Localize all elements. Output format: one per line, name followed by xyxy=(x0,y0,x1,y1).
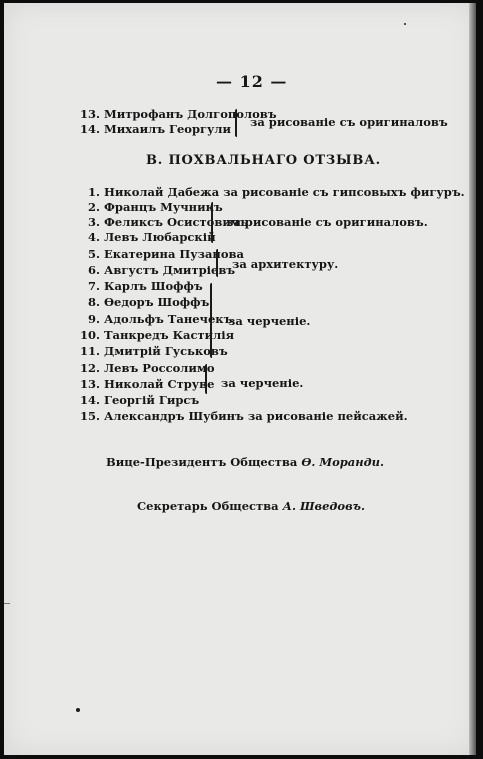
group-note-drafting-1: за черченіе. xyxy=(228,314,311,328)
page-gutter-shadow xyxy=(469,3,476,755)
list-item: 10. Танкредъ Кастилія xyxy=(79,328,235,342)
list-item: 4. Левъ Любарскій xyxy=(87,230,216,244)
list-item: 9. Адольфъ Танечекъ xyxy=(87,312,233,326)
group-note-originals-top: за рисованіе съ оригиналовъ xyxy=(250,115,448,129)
list-item: 7. Карлъ Шоффъ xyxy=(87,279,203,293)
list-item: 13. Митрофанъ Долгополовъ xyxy=(79,107,277,121)
brace xyxy=(211,202,217,243)
list-item: 5. Екатерина Пузанова xyxy=(87,247,244,261)
vice-president-name: Ѳ. Моранди. xyxy=(301,455,384,469)
list-item: 3. Феликсъ Осистовичъ xyxy=(87,215,249,229)
section-title: В. ПОХВАЛЬНАГО ОТЗЫВА. xyxy=(146,153,381,168)
group-note-architecture: за архитектуру. xyxy=(232,257,339,271)
vice-president-signature xyxy=(106,455,384,469)
scan-speck xyxy=(76,708,80,712)
secretary-signature xyxy=(137,499,365,513)
list-item: 8. Ѳедоръ Шоффъ xyxy=(87,295,210,309)
list-item: 2. Францъ Мучникъ xyxy=(87,200,223,214)
group-note-originals: за рисованіе съ оригиналовъ. xyxy=(226,215,428,229)
scan-speck xyxy=(404,23,406,25)
brace xyxy=(205,364,211,394)
list-item: 13. Николай Струве xyxy=(79,377,215,391)
list-item: 14. Михаилъ Георгули xyxy=(79,122,232,136)
list-item: 1. Николай Дабежа за рисованіе съ гипсовыхъ фигуръ. xyxy=(87,185,465,199)
list-item: 14. Георгій Гирсъ xyxy=(79,393,200,407)
secretary-title: Секретарь Общества xyxy=(137,499,279,513)
vice-president-title: Вице-Президентъ Общества xyxy=(106,455,298,469)
secretary-name: А. Шведовъ. xyxy=(282,499,366,513)
list-item: 15. Александръ Шубинъ за рисованіе пейсажей. xyxy=(79,409,408,423)
group-note-drafting-2: за черченіе. xyxy=(221,376,304,390)
page-number: — 12 — xyxy=(216,72,288,91)
list-item: 6. Августъ Дмитріевъ xyxy=(87,263,236,277)
list-item: 12. Левъ Россолимо xyxy=(79,361,215,375)
list-item: 11. Дмитрій Гуськовъ xyxy=(79,344,228,358)
brace xyxy=(216,249,222,277)
brace xyxy=(210,283,216,358)
brace xyxy=(235,109,241,137)
scan-mark xyxy=(4,603,10,604)
document-page xyxy=(4,3,476,755)
